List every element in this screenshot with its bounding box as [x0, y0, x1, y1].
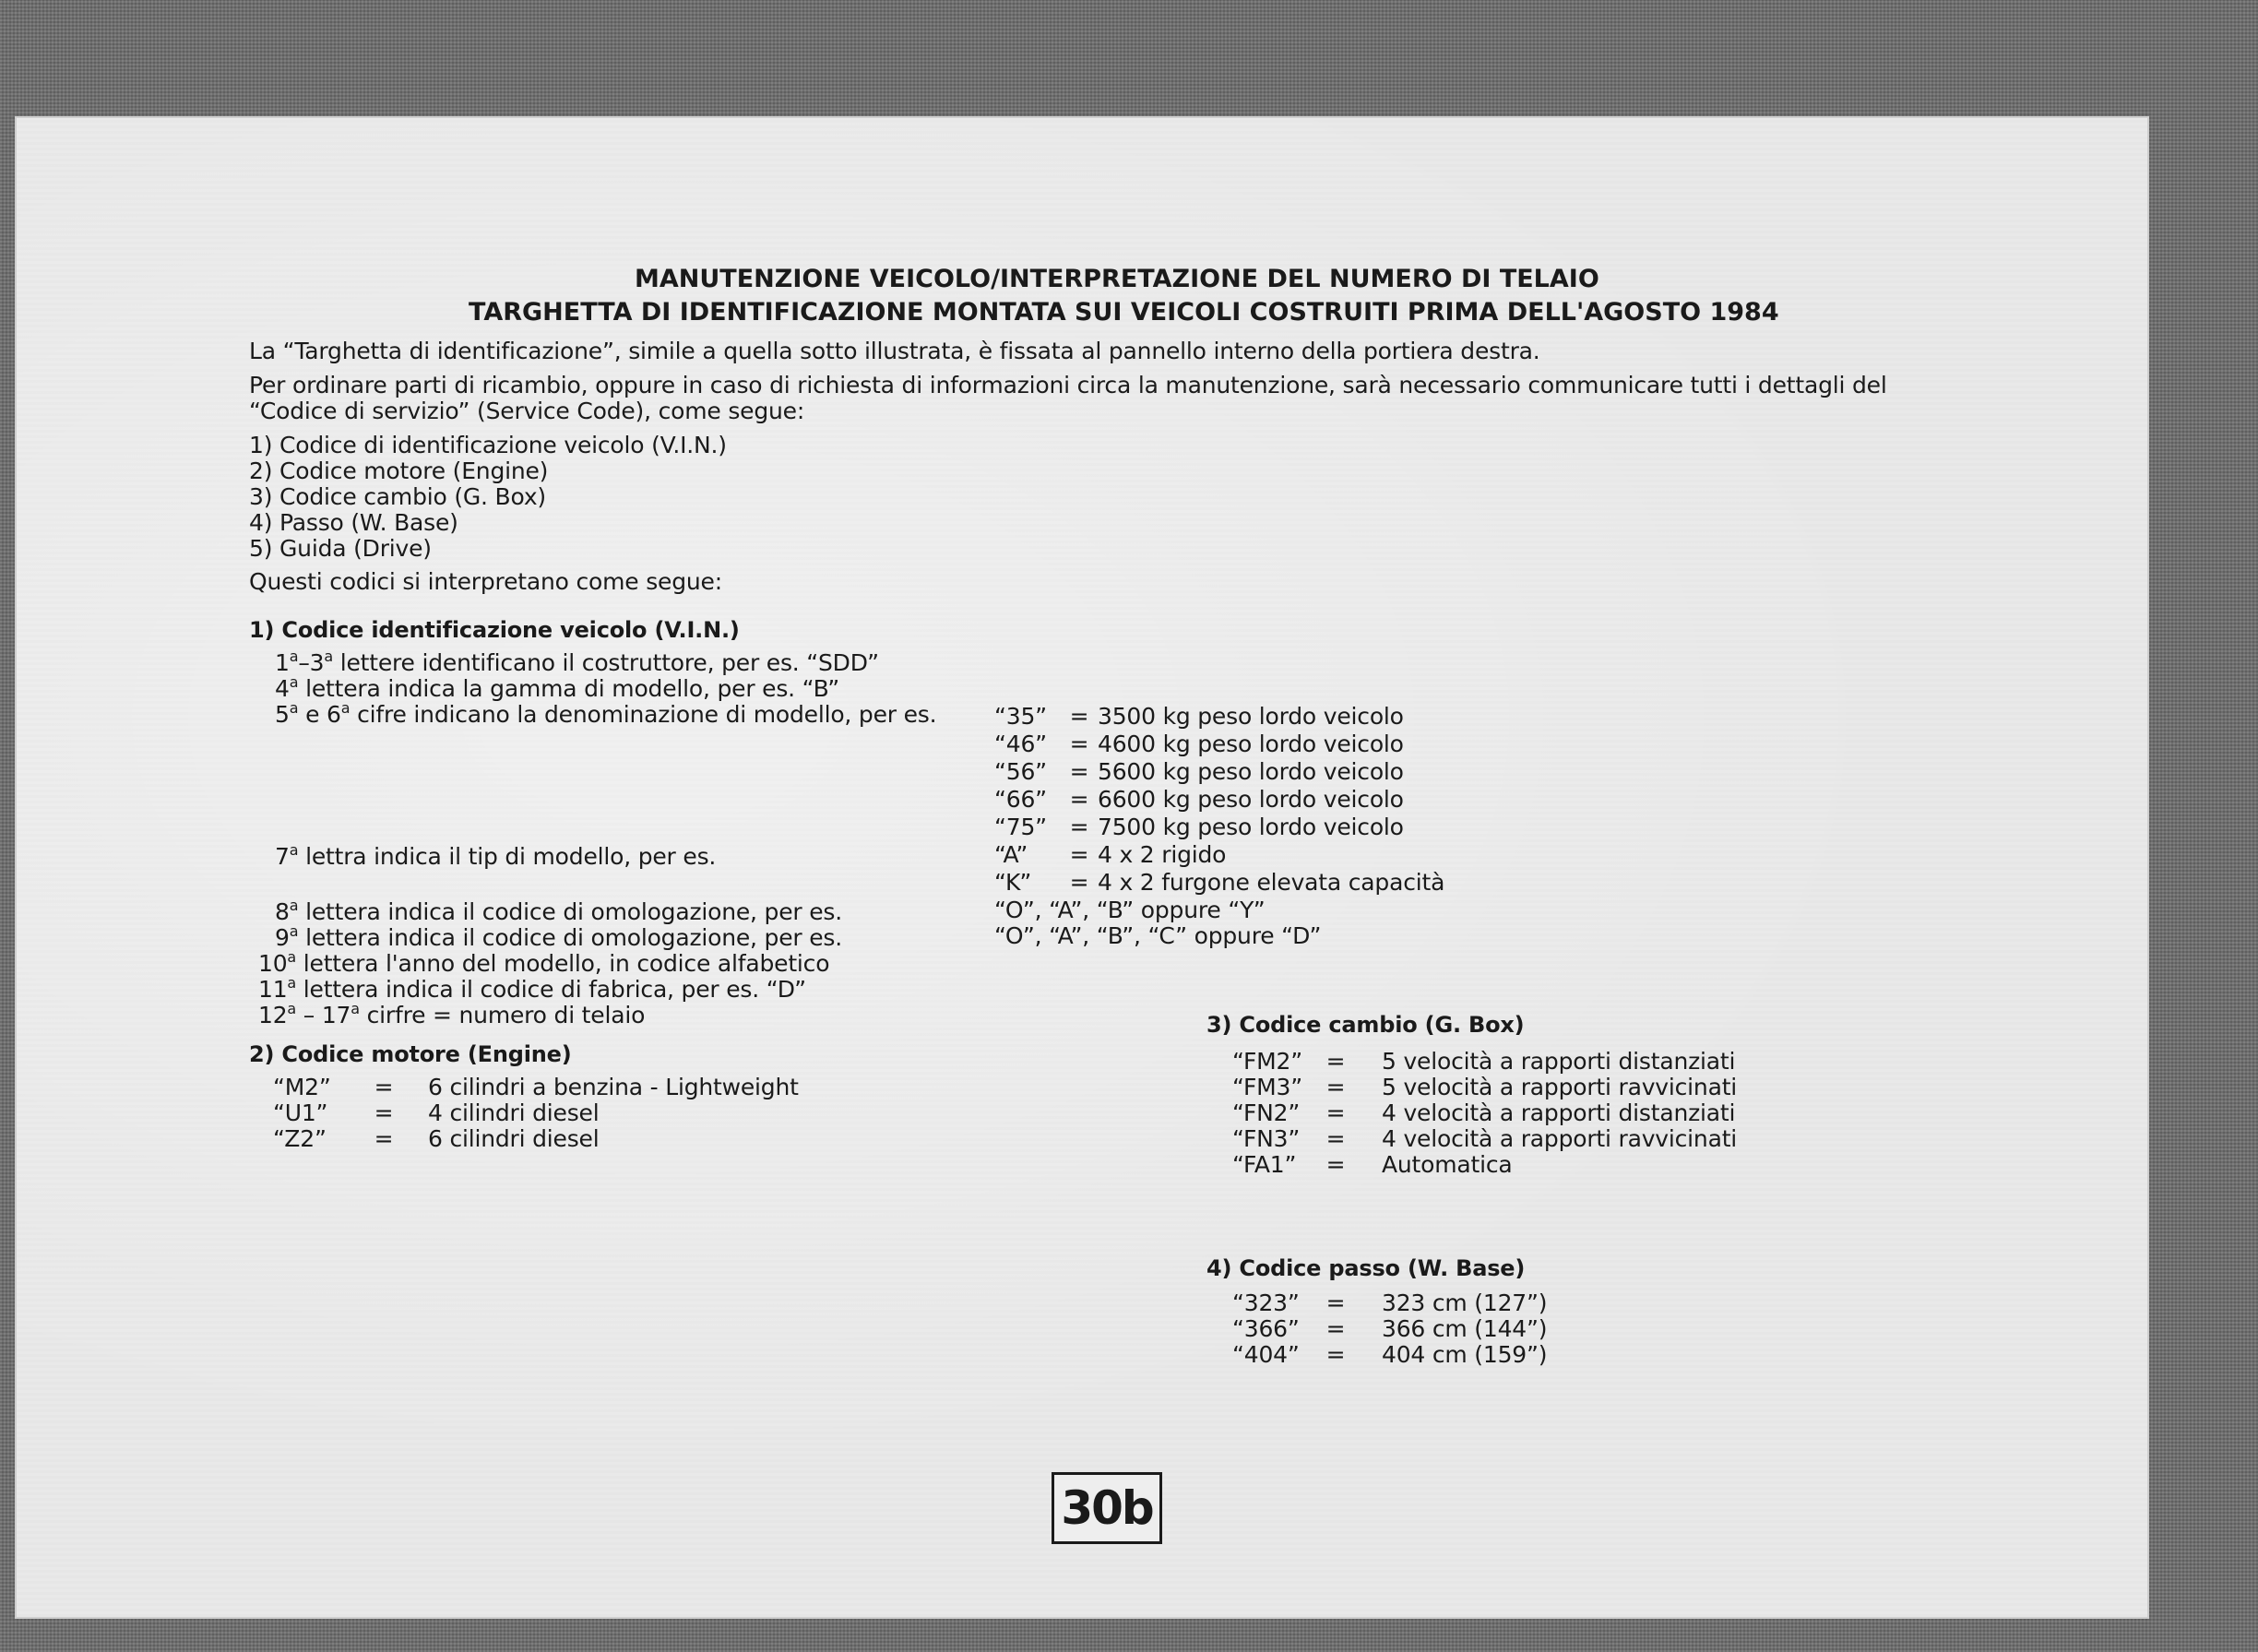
intro-paragraph-2-line-1: Per ordinare parti di ricambio, oppure in caso di richiesta di informazioni circa la manutenzione, sarà necessario communicare tutti i dettagli del — [249, 372, 1887, 398]
engine-code: “Z2” — [273, 1125, 327, 1152]
engine-equals: = — [374, 1099, 394, 1126]
intro-paragraph-1: La “Targhetta di identificazione”, simile a quella sotto illustrata, è fissata al pannello interno della portiera destra. — [249, 338, 1540, 364]
gearbox-desc: 4 velocità a rapporti ravvicinati — [1382, 1125, 1738, 1152]
engine-desc: 6 cilindri a benzina - Lightweight — [428, 1074, 799, 1100]
intro-paragraph-2-line-2: “Codice di servizio” (Service Code), come segue: — [249, 398, 805, 424]
gearbox-desc: 5 velocità a rapporti ravvicinati — [1382, 1074, 1738, 1100]
vin-section-heading: 1) Codice identificazione veicolo (V.I.N.) — [249, 617, 740, 643]
gearbox-code: “FN3” — [1232, 1125, 1301, 1152]
wheelbase-desc: 323 cm (127”) — [1382, 1290, 1548, 1316]
engine-desc: 4 cilindri diesel — [428, 1099, 600, 1126]
intro-list-item: 1) Codice di identificazione veicolo (V.I.N.) — [249, 432, 727, 458]
engine-desc: 6 cilindri diesel — [428, 1125, 600, 1152]
vin-line-6: 9$^a$ lettera indica il codice di omologazione, per es. — [275, 922, 842, 951]
intro-list-item: 5) Guida (Drive) — [249, 535, 432, 562]
weight-desc: 5600 kg peso lordo veicolo — [1098, 758, 1404, 785]
homologation-codes-8: “O”, “A”, “B” oppure “Y” — [994, 897, 1266, 923]
wheelbase-desc: 404 cm (159”) — [1382, 1341, 1548, 1368]
engine-equals: = — [374, 1074, 394, 1100]
wheelbase-equals: = — [1325, 1341, 1346, 1368]
weight-code: “75” — [994, 814, 1047, 840]
weight-desc: 3500 kg peso lordo veicolo — [1098, 703, 1404, 730]
page-subtitle: TARGHETTA DI IDENTIFICAZIONE MONTATA SUI VEICOLI COSTRUITI PRIMA DELL'AGOSTO 1984 — [469, 298, 1779, 327]
gearbox-equals: = — [1325, 1074, 1346, 1100]
type-desc: 4 x 2 rigido — [1098, 841, 1227, 868]
wheelbase-equals: = — [1325, 1290, 1346, 1316]
weight-code: “35” — [994, 703, 1047, 730]
engine-code: “U1” — [273, 1099, 328, 1126]
gearbox-desc: 5 velocità a rapporti distanziati — [1382, 1048, 1736, 1075]
vin-line-1: 1$^a$–3$^a$ lettere identificano il costruttore, per es. “SDD” — [275, 648, 879, 676]
weight-equals: = — [1069, 814, 1089, 840]
vin-line-5: 8$^a$ lettera indica il codice di omologazione, per es. — [275, 897, 842, 925]
weight-code: “66” — [994, 786, 1047, 813]
wheelbase-desc: 366 cm (144”) — [1382, 1315, 1548, 1342]
engine-section-heading: 2) Codice motore (Engine) — [249, 1041, 572, 1067]
wheelbase-code: “404” — [1232, 1341, 1300, 1368]
page-content — [17, 118, 2147, 1617]
gearbox-equals: = — [1325, 1125, 1346, 1152]
weight-equals: = — [1069, 758, 1089, 785]
vin-line-7: 10$^a$ lettera l'anno del modello, in codice alfabetico — [258, 948, 830, 977]
gearbox-section-heading: 3) Codice cambio (G. Box) — [1206, 1012, 1525, 1038]
weight-equals: = — [1069, 703, 1089, 730]
gearbox-desc: Automatica — [1382, 1151, 1513, 1178]
type-code: “A” — [994, 841, 1028, 868]
intro-list-item: 2) Codice motore (Engine) — [249, 458, 549, 484]
homologation-codes-9: “O”, “A”, “B”, “C” oppure “D” — [994, 922, 1322, 949]
type-code: “K” — [994, 869, 1032, 896]
vin-line-4: 7$^a$ lettra indica il tip di modello, per es. — [275, 841, 717, 870]
gearbox-equals: = — [1325, 1151, 1346, 1178]
wheelbase-code: “366” — [1232, 1315, 1300, 1342]
gearbox-code: “FA1” — [1232, 1151, 1297, 1178]
document-page — [17, 118, 2147, 1617]
weight-equals: = — [1069, 786, 1089, 813]
weight-code: “56” — [994, 758, 1047, 785]
vin-line-2: 4$^a$ lettera indica la gamma di modello, per es. “B” — [275, 673, 839, 702]
weight-code: “46” — [994, 731, 1047, 757]
vin-line-8: 11$^a$ lettera indica il codice di fabrica, per es. “D” — [258, 974, 806, 1003]
intro-list-item: 4) Passo (W. Base) — [249, 509, 458, 536]
gearbox-desc: 4 velocità a rapporti distanziati — [1382, 1099, 1736, 1126]
type-equals: = — [1069, 841, 1089, 868]
vin-line-9: 12$^a$ – 17$^a$ cirfre = numero di telaio — [258, 1000, 646, 1028]
gearbox-code: “FM3” — [1232, 1074, 1302, 1100]
gearbox-equals: = — [1325, 1048, 1346, 1075]
vin-line-3: 5$^a$ e 6$^a$ cifre indicano la denominazione di modello, per es. — [275, 699, 937, 728]
gearbox-code: “FM2” — [1232, 1048, 1302, 1075]
type-equals: = — [1069, 869, 1089, 896]
gearbox-code: “FN2” — [1232, 1099, 1301, 1126]
page-number-badge: 30b — [1052, 1472, 1162, 1544]
intro-paragraph-3: Questi codici si interpretano come segue: — [249, 568, 722, 595]
wheelbase-code: “323” — [1232, 1290, 1300, 1316]
weight-desc: 6600 kg peso lordo veicolo — [1098, 786, 1404, 813]
weight-desc: 7500 kg peso lordo veicolo — [1098, 814, 1404, 840]
weight-equals: = — [1069, 731, 1089, 757]
gearbox-equals: = — [1325, 1099, 1346, 1126]
wheelbase-section-heading: 4) Codice passo (W. Base) — [1206, 1255, 1526, 1281]
intro-list-item: 3) Codice cambio (G. Box) — [249, 483, 546, 510]
weight-desc: 4600 kg peso lordo veicolo — [1098, 731, 1404, 757]
wheelbase-equals: = — [1325, 1315, 1346, 1342]
engine-equals: = — [374, 1125, 394, 1152]
engine-code: “M2” — [273, 1074, 331, 1100]
type-desc: 4 x 2 furgone elevata capacità — [1098, 869, 1445, 896]
page-title: MANUTENZIONE VEICOLO/INTERPRETAZIONE DEL NUMERO DI TELAIO — [635, 265, 1599, 293]
